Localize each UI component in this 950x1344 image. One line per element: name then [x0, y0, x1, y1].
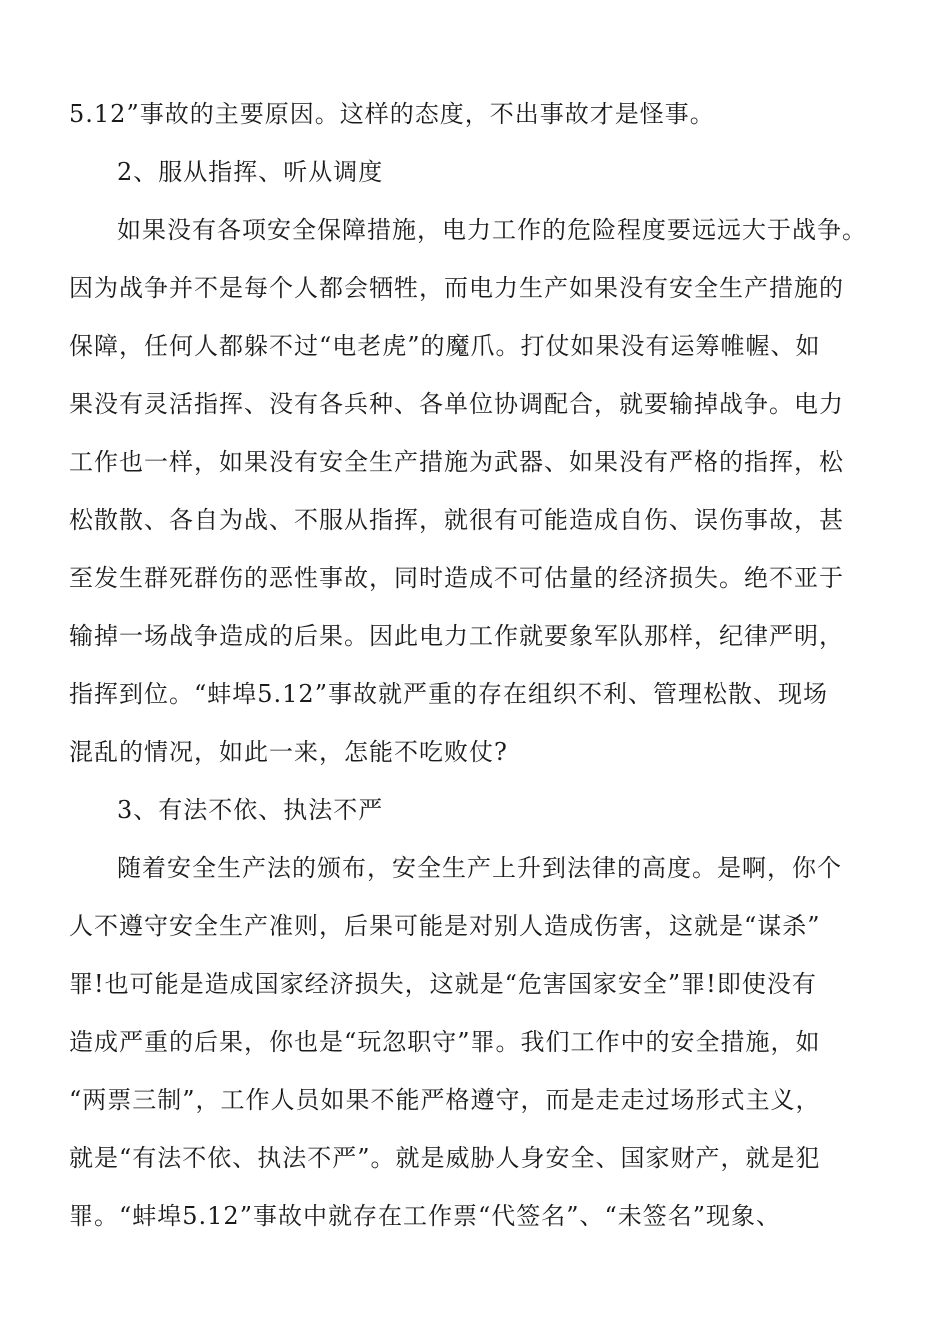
text-line: “两票三制”，工作人员如果不能严格遵守，而是走走过场形式主义，: [69, 1086, 821, 1114]
text-line: 输掉一场战争造成的后果。因此电力工作就要象军队那样，纪律严明，: [69, 622, 844, 650]
text-line: 混乱的情况，如此一来，怎能不吃败仗?: [69, 738, 508, 766]
text-line: 罪!也可能是造成国家经济损失，这就是“危害国家安全”罪!即使没有: [69, 970, 817, 998]
text-line: 保障，任何人都躲不过“电老虎”的魔爪。打仗如果没有运筹帷幄、如: [69, 332, 821, 360]
text-line: 如果没有各项安全保障措施，电力工作的危险程度要远远大于战争。: [117, 216, 867, 244]
section-heading: 2、服从指挥、听从调度: [117, 158, 384, 186]
text-line: 造成严重的后果，你也是“玩忽职守”罪。我们工作中的安全措施，如: [69, 1028, 821, 1056]
text-line: 就是“有法不依、执法不严”。就是威胁人身安全、国家财产，就是犯: [69, 1144, 821, 1172]
text-line: 5.12”事故的主要原因。这样的态度，不出事故才是怪事。: [69, 100, 715, 128]
section-heading: 3、有法不依、执法不严: [117, 796, 384, 824]
text-line: 随着安全生产法的颁布，安全生产上升到法律的高度。是啊，你个: [117, 854, 842, 882]
text-line: 至发生群死群伤的恶性事故，同时造成不可估量的经济损失。绝不亚于: [69, 564, 844, 592]
text-line: 果没有灵活指挥、没有各兵种、各单位协调配合，就要输掉战争。电力: [69, 390, 844, 418]
text-line: 松散散、各自为战、不服从指挥，就很有可能造成自伤、误伤事故，甚: [69, 506, 844, 534]
text-line: 罪。“蚌埠5.12”事故中就存在工作票“代签名”、“未签名”现象、: [69, 1202, 782, 1230]
text-line: 因为战争并不是每个人都会牺牲，而电力生产如果没有安全生产措施的: [69, 274, 844, 302]
text-line: 人不遵守安全生产准则，后果可能是对别人造成伤害，这就是“谋杀”: [69, 912, 821, 940]
text-line: 工作也一样，如果没有安全生产措施为武器、如果没有严格的指挥，松: [69, 448, 844, 476]
text-line: 指挥到位。“蚌埠5.12”事故就严重的存在组织不利、管理松散、现场: [69, 680, 828, 708]
